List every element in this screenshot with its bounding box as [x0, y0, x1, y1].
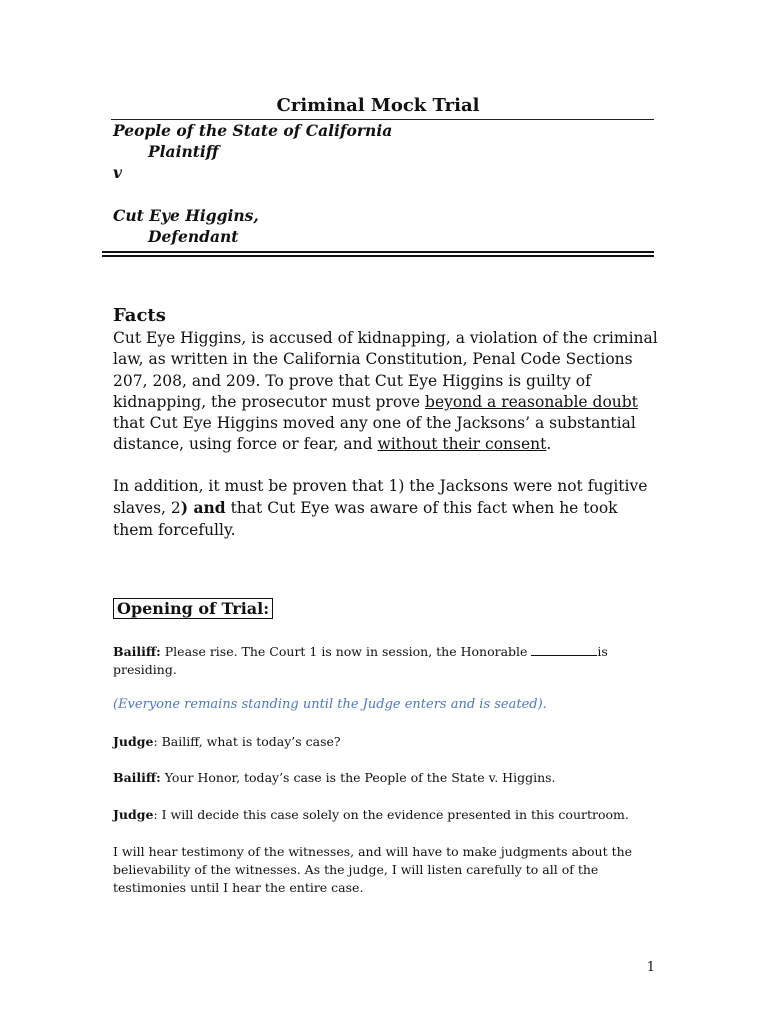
speaker-bailiff: Bailiff: — [113, 770, 161, 785]
speaker-judge: Judge — [113, 734, 154, 749]
dialogue-text: : I will decide this case solely on the evidence presented in this courtroom. — [153, 807, 629, 822]
dialogue-judge-continued: I will hear testimony of the witnesses, and will have to make judgments about the believability of the witnesses. As the judge, I will listen carefully to all of the testimonies until I hear the entire case. — [113, 844, 633, 895]
plaintiff-role: Plaintiff — [148, 142, 219, 161]
plaintiff-party: People of the State of California — [113, 121, 393, 140]
defendant-party: Cut Eye Higgins, — [113, 206, 259, 225]
stage-direction: (Everyone remains standing until the Judge enters and is seated). — [113, 697, 547, 712]
dialogue-bailiff-2 — [113, 769, 658, 787]
speaker-judge: Judge — [113, 807, 154, 822]
facts-p2-bold-and: ) and — [180, 498, 226, 518]
caption-rule-lower — [102, 255, 654, 257]
facts-p1-underline-consent: without their consent — [377, 435, 547, 454]
dialogue-judge-1 — [113, 733, 658, 751]
versus-label: v — [113, 163, 123, 182]
facts-paragraph-2 — [113, 476, 658, 541]
facts-paragraph-1 — [113, 328, 658, 456]
facts-p1-underline-reasonable-doubt: beyond a reasonable doubt — [425, 392, 638, 411]
opening-heading: Opening of Trial: — [113, 598, 273, 619]
page-number: 1 — [646, 960, 655, 975]
dialogue-text: : Bailiff, what is today’s case? — [153, 734, 341, 749]
facts-p1-text-a: Cut Eye Higgins, is accused of kidnapping, a violation of the criminal law, as written in the California Constitution, Penal Code Sections 207, 208, and 209. To prove that Cut Eye Higgins is guilty of kidnapping, the prosecutor must prove — [113, 329, 658, 411]
dialogue-judge-2 — [113, 806, 658, 824]
dialogue-text-cont: is presiding. — [113, 644, 608, 677]
caption-rule-upper — [102, 251, 654, 253]
judge-name-blank — [531, 644, 597, 656]
speaker-bailiff: Bailiff: — [113, 644, 161, 659]
facts-p1-text-b: that Cut Eye Higgins moved any one of the Jacksons’ a substantial distance, using force or fear, and — [113, 414, 636, 454]
dialogue-bailiff-1 — [113, 643, 658, 679]
facts-p2-text-a: In addition, it must be proven that 1) the Jacksons were not fugitive slaves, 2 — [113, 477, 648, 518]
facts-p1-text-c: . — [546, 435, 552, 454]
defendant-role: Defendant — [148, 227, 239, 246]
facts-p2-text-b: that Cut Eye was aware of this fact when he took them forcefully. — [113, 499, 618, 539]
dialogue-text: Your Honor, today’s case is the People of the State v. Higgins. — [160, 770, 556, 785]
dialogue-text: Please rise. The Court 1 is now in session, the Honorable — [160, 644, 532, 659]
facts-heading: Facts — [113, 305, 166, 326]
opening-heading-box — [113, 598, 273, 619]
document-title: Criminal Mock Trial — [276, 95, 480, 116]
